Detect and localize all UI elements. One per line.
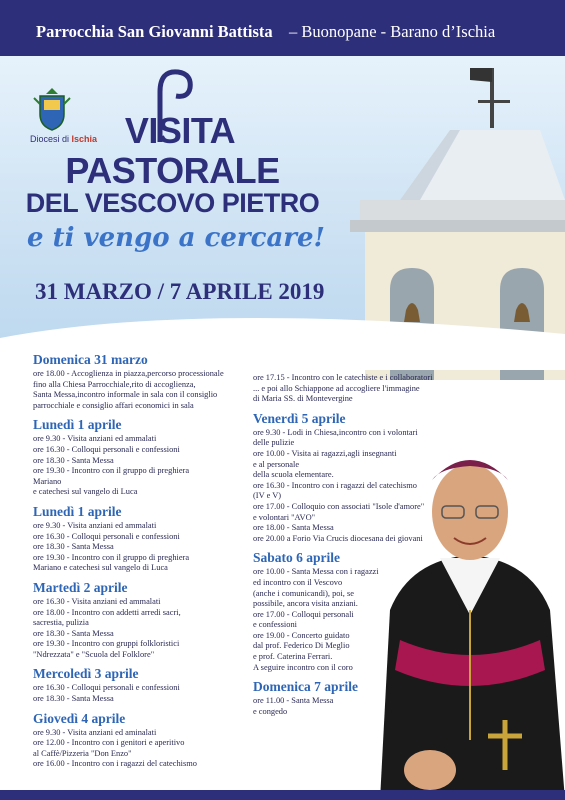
slogan: e ti vengo a cercare! xyxy=(27,223,325,253)
schedule-line: ore 16.30 - Colloqui personali e confessioni xyxy=(33,444,180,454)
title-line-2: PASTORALE xyxy=(65,150,280,191)
schedule-line: e congedo xyxy=(253,706,288,716)
title-line-3: DEL VESCOVO PIETRO xyxy=(25,188,320,218)
schedule-line: "Ndrezzata" e "Scuola del Folklore" xyxy=(33,649,155,659)
schedule-line: dal prof. Federico Di Meglio xyxy=(253,641,350,651)
schedule-line: ore 16.00 - Incontro con i ragazzi del catechismo xyxy=(33,759,197,769)
schedule-line: fino alla Chiesa Parrocchiale,rito di accoglienza, xyxy=(33,379,196,389)
day-heading: Mercoledì 3 aprile xyxy=(33,666,139,682)
schedule-line: ore 19.30 - Incontro con il gruppo di preghiera xyxy=(33,552,190,562)
schedule-line: ore 16.30 - Colloqui personali e confessioni xyxy=(33,683,180,693)
schedule-line: ore 19.30 - Incontro con gruppi folkloristici xyxy=(33,639,180,649)
schedule-line: ore 18.30 - Santa Messa xyxy=(33,542,114,552)
schedule-line: ore 19.00 - Concerto guidato xyxy=(253,630,350,640)
day-heading: Domenica 31 marzo xyxy=(33,352,148,367)
schedule-line: ore 18.00 - Incontro con addetti arredi sacri, xyxy=(33,607,181,617)
schedule-line: parrocchiale e consiglio affari economici in sala xyxy=(33,400,194,410)
day-heading: Lunedì 1 aprile xyxy=(33,503,122,519)
schedule-line: ore 10.00 - Visita ai ragazzi,agli insegnanti xyxy=(253,448,397,458)
diocese-label: Diocesi di Ischia xyxy=(30,134,98,144)
schedule-right-column xyxy=(253,373,483,717)
schedule-line: ore 16.30 - Incontro con i ragazzi del catechismo xyxy=(253,480,417,490)
schedule-line: ore 9.30 - Visita anziani ed ammalati xyxy=(33,434,157,444)
schedule-line: (anche i comunicandi), poi, se xyxy=(253,588,354,598)
schedule-line: A seguire incontro con il coro xyxy=(253,662,353,672)
schedule-line: di Maria SS. di Montevergine xyxy=(253,394,353,404)
schedule-line: (IV e V) xyxy=(253,491,282,501)
schedule-line: ore 11.00 - Santa Messa xyxy=(253,696,334,706)
schedule-line: ore 18.30 - Santa Messa xyxy=(33,455,114,465)
parish-name: Parrocchia San Giovanni Battista xyxy=(36,22,273,41)
schedule-line: al Caffè/Pizzeria "Don Enzo" xyxy=(33,748,132,758)
schedule-line: della scuola elementare. xyxy=(253,470,334,480)
footer-bar xyxy=(0,790,565,800)
schedule-line: ... e poi allo Schiappone ad accogliere l'immagine xyxy=(253,383,420,393)
schedule-line: ore 9.30 - Visita anziani ed aminalati xyxy=(33,727,157,737)
schedule-line: ore 17.15 - Incontro con le catechiste e i collaboratori xyxy=(253,373,433,382)
schedule-line: ore 19.30 - Incontro con il gruppo di preghiera xyxy=(33,466,190,476)
schedule-line: sacrestia, pulizia xyxy=(33,618,89,628)
schedule-line: ore 9.30 - Visita anziani ed ammalati xyxy=(33,520,157,530)
schedule-line: Mariano e catechesi sul vangelo di Luca xyxy=(33,563,168,573)
schedule-line: ed incontro con il Vescovo xyxy=(253,577,343,587)
schedule-line: e volontari "AVO" xyxy=(253,512,316,522)
day-heading: Giovedì 4 aprile xyxy=(33,710,126,726)
schedule-line: ore 18.30 - Santa Messa xyxy=(33,628,114,638)
schedule-line: e catechesi sul vangelo di Luca xyxy=(33,487,138,497)
schedule-line: ore 18.00 - Santa Messa xyxy=(253,523,334,533)
day-heading: Lunedì 1 aprile xyxy=(33,417,122,433)
day-heading: Sabato 6 aprile xyxy=(253,550,341,566)
schedule-line: ore 12.00 - Incontro con i genitori e aperitivo xyxy=(33,738,185,748)
schedule-line: ore 17.00 - Colloqui personali xyxy=(253,609,354,619)
schedule-line: e al personale xyxy=(253,459,300,469)
header-bar xyxy=(0,0,565,56)
title-line-1: VISITA xyxy=(124,110,236,151)
schedule-line: possibile, ancora visita anziani. xyxy=(253,599,358,609)
schedule-line: ore 9.30 - Lodi in Chiesa,incontro con i volontari xyxy=(253,427,418,437)
schedule-line: ore 16.30 - Colloqui personali e confessioni xyxy=(33,531,180,541)
schedule-line: Santa Messa,incontro informale in sala con il consiglio xyxy=(33,390,218,400)
schedule-left-column xyxy=(33,352,255,770)
day-heading: Martedì 2 aprile xyxy=(33,579,128,595)
schedule-line: e confessioni xyxy=(253,620,297,630)
schedule-line: e prof. Caterina Ferrari. xyxy=(253,652,333,662)
day-heading: Venerdì 5 aprile xyxy=(253,410,346,426)
parish-location: – Buonopane - Barano d’Ischia xyxy=(289,22,496,41)
day-heading: Domenica 7 aprile xyxy=(253,679,358,695)
schedule-line: ore 17.00 - Colloquio con associati "Isole d'amore" xyxy=(253,501,425,511)
schedule-line: ore 18.00 - Accoglienza in piazza,percorso processionale xyxy=(33,369,224,378)
schedule-line: ore 18.30 - Santa Messa xyxy=(33,694,114,704)
visit-dates: 31 MARZO / 7 APRILE 2019 xyxy=(35,279,325,304)
schedule-line: Mariano xyxy=(33,476,62,486)
schedule-line: ore 16.30 - Visita anziani ed ammalati xyxy=(33,596,161,606)
schedule-line: ore 20.00 a Forio Via Crucis diocesana dei giovani xyxy=(253,533,423,543)
schedule-line: delle pulizie xyxy=(253,438,295,448)
schedule-line: ore 10.00 - Santa Messa con i ragazzi xyxy=(253,567,379,577)
